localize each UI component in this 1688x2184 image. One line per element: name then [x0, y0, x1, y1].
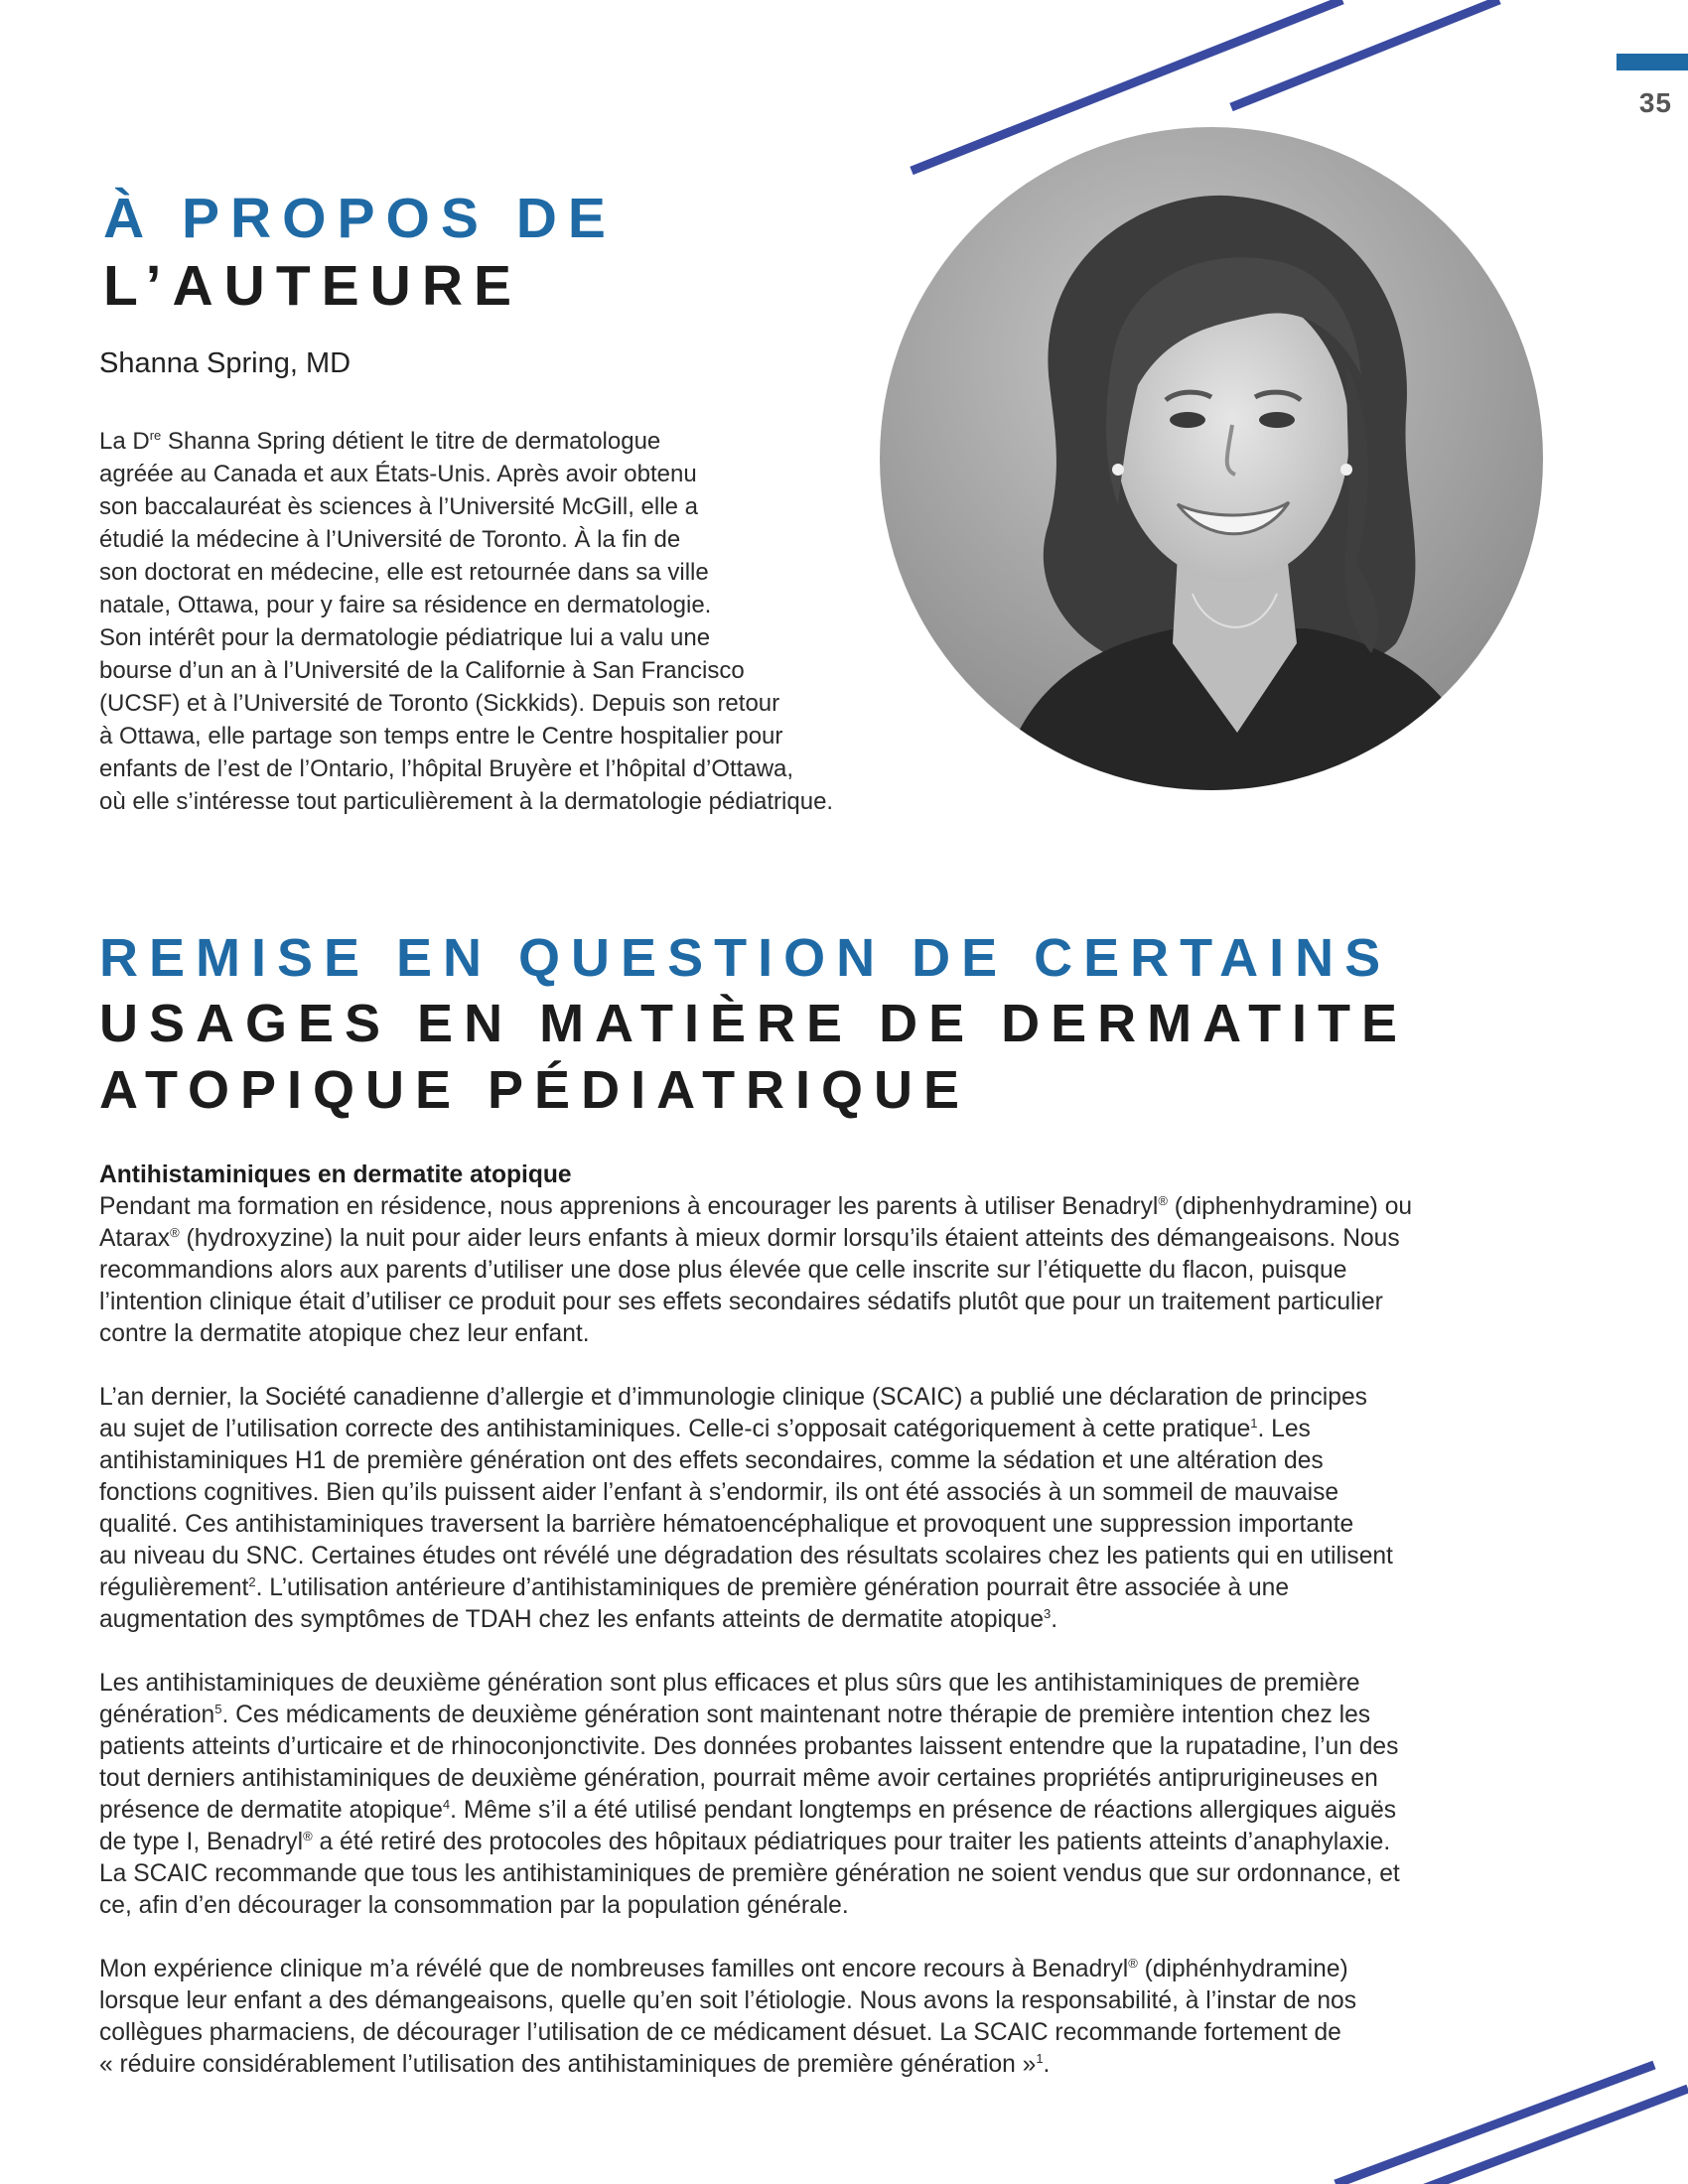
text-run: . Même s’il a été utilisé pendant longtemps en présence de réactions allergiques aiguës: [450, 1797, 1397, 1824]
text-run: fonctions cognitives. Bien qu’ils puissent aider l’enfant à s’endormir, ils ont été associés à un sommeil de mauvaise: [99, 1479, 1339, 1506]
author-photo: [880, 127, 1543, 790]
paragraph-line: [99, 1985, 1609, 2017]
bio-line: [99, 490, 993, 523]
text-run: (diphénhydramine): [1137, 1956, 1348, 1982]
text-run: a été retiré des protocoles des hôpitaux pédiatriques pour traiter les patients atteints d’anaphylaxie.: [312, 1829, 1391, 1855]
article-paragraph-3: [99, 1668, 1609, 1922]
superscript: 2: [248, 1573, 256, 1589]
paragraph-line: [99, 1445, 1609, 1477]
superscript: 1: [1036, 2050, 1044, 2066]
text-run: .: [1051, 1606, 1058, 1633]
text-run: l’intention clinique était d’utiliser ce produit pour ses effets secondaires sédatifs plutôt que pour un traitement particulier: [99, 1289, 1383, 1315]
article-paragraph-2: [99, 1382, 1609, 1636]
deco-line-top-2: [1231, 0, 1499, 107]
page-number-bar: [1617, 54, 1688, 70]
bio-line: [99, 589, 993, 621]
paragraph-line: [99, 1827, 1609, 1858]
paragraph-line: [99, 1382, 1609, 1414]
paragraph-line: [99, 1414, 1609, 1445]
paragraph-line: [99, 1572, 1609, 1604]
text-run: « réduire considérablement l’utilisation des antihistaminiques de première génération »: [99, 2051, 1037, 2078]
superscript: ®: [1158, 1192, 1168, 1208]
text-run: . L’utilisation antérieure d’antihistaminiques de première génération pourrait être associée à une: [255, 1574, 1290, 1601]
text-run: Son intérêt pour la dermatologie pédiatrique lui a valu une: [99, 624, 711, 651]
text-run: son doctorat en médecine, elle est retournée dans sa ville: [99, 559, 709, 586]
paragraph-line: [99, 1954, 1609, 1985]
superscript: ®: [170, 1224, 180, 1240]
text-run: (hydroxyzine) la nuit pour aider leurs enfants à mieux dormir lorsqu’ils étaient atteints des démangeaisons. Nous: [179, 1225, 1400, 1252]
text-run: Les antihistaminiques de deuxième génération sont plus efficaces et plus sûrs que les antihistaminiques de première: [99, 1670, 1360, 1697]
about-heading-line1: À PROPOS DE: [103, 187, 617, 250]
text-run: L’an dernier, la Société canadienne d’allergie et d’immunologie clinique (SCAIC) a publié une déclaration de principes: [99, 1384, 1367, 1411]
paragraph-line: [99, 1541, 1609, 1572]
paragraph-line: [99, 1604, 1609, 1636]
text-run: présence de dermatite atopique: [99, 1797, 443, 1824]
text-run: (diphenhydramine) ou: [1167, 1193, 1413, 1220]
paragraph-line: [99, 1287, 1609, 1318]
text-run: collègues pharmaciens, de décourager l’utilisation de ce médicament désuet. La SCAIC recommande fortement de: [99, 2019, 1341, 2046]
about-heading-line2: L’AUTEURE: [103, 254, 523, 318]
text-run: Pendant ma formation en résidence, nous apprenions à encourager les parents à utiliser Benadryl: [99, 1193, 1159, 1220]
author-name: Shanna Spring, MD: [99, 347, 352, 379]
superscript: 1: [1250, 1415, 1258, 1431]
text-run: son baccalauréat ès sciences à l’Université McGill, elle a: [99, 493, 698, 520]
text-run: au niveau du SNC. Certaines études ont révélé une dégradation des résultats scolaires chez les patients qui en utilisent: [99, 1543, 1393, 1570]
text-run: recommandions alors aux parents d’utiliser une dose plus élevée que celle inscrite sur l’étiquette du flacon, puisque: [99, 1257, 1347, 1284]
bio-line: [99, 752, 993, 785]
text-run: enfants de l’est de l’Ontario, l’hôpital Bruyère et l’hôpital d’Ottawa,: [99, 755, 794, 782]
paragraph-line: [99, 1795, 1609, 1827]
bio-line: [99, 621, 993, 654]
text-run: augmentation des symptômes de TDAH chez les enfants atteints de dermatite atopique: [99, 1606, 1045, 1633]
text-run: où elle s’intéresse tout particulièrement à la dermatologie pédiatrique.: [99, 788, 834, 815]
article-subheading: Antihistaminiques en dermatite atopique: [99, 1161, 572, 1188]
paragraph-line: [99, 1509, 1609, 1541]
paragraph-line: [99, 1255, 1609, 1287]
article-body: [99, 1160, 1609, 2113]
text-run: . Les: [1257, 1416, 1311, 1442]
text-run: Shanna Spring détient le titre de dermatologue: [161, 428, 661, 455]
article-title-line1: REMISE EN QUESTION DE CERTAINS: [99, 928, 1392, 988]
paragraph-line: [99, 1731, 1609, 1763]
bio-line: [99, 425, 993, 458]
text-run: à Ottawa, elle partage son temps entre le Centre hospitalier pour: [99, 723, 783, 750]
bio-line: [99, 523, 993, 556]
paragraph-line: [99, 1223, 1609, 1255]
paragraph-line: [99, 1668, 1609, 1700]
text-run: Atarax: [99, 1225, 171, 1252]
text-run: de type I, Benadryl: [99, 1829, 304, 1855]
text-run: natale, Ottawa, pour y faire sa résidence en dermatologie.: [99, 592, 712, 618]
text-run: (UCSF) et à l’Université de Toronto (Sickkids). Depuis son retour: [99, 690, 780, 717]
article-paragraphs: [99, 1191, 1609, 2081]
paragraph-line: [99, 1763, 1609, 1795]
superscript: 5: [214, 1701, 222, 1716]
bio-line: [99, 687, 993, 720]
paragraph-line: [99, 1477, 1609, 1509]
text-run: La D: [99, 428, 150, 455]
paragraph-line: [99, 1191, 1609, 1223]
text-run: La SCAIC recommande que tous les antihistaminiques de première génération ne soient vendus que sur ordonnance, et: [99, 1860, 1400, 1887]
text-run: tout derniers antihistaminiques de deuxième génération, pourrait même avoir certaines propriétés antiprurigineuses en: [99, 1765, 1378, 1792]
superscript: 4: [442, 1796, 451, 1812]
paragraph-line: [99, 2049, 1609, 2081]
paragraph-line: [99, 1858, 1609, 1890]
paragraph-line: [99, 1318, 1609, 1350]
paragraph-line: [99, 1700, 1609, 1731]
page-number: 35: [1638, 87, 1672, 118]
bio-line: [99, 720, 993, 752]
paragraph-line: [99, 2017, 1609, 2049]
author-bio: [99, 425, 993, 818]
article-paragraph-4: [99, 1954, 1609, 2081]
article-title-line3: ATOPIQUE PÉDIATRIQUE: [99, 1060, 971, 1120]
portrait-illustration: [880, 127, 1543, 790]
text-run: . Ces médicaments de deuxième génération sont maintenant notre thérapie de première intention chez les: [221, 1702, 1371, 1728]
bio-line: [99, 556, 993, 589]
superscript: ®: [1128, 1955, 1138, 1971]
paragraph-line: [99, 1890, 1609, 1922]
text-run: lorsque leur enfant a des démangeaisons, quelle qu’en soit l’étiologie. Nous avons la responsabilité, à l’instar de nos: [99, 1987, 1357, 2014]
text-run: ce, afin d’en décourager la consommation par la population générale.: [99, 1892, 849, 1919]
text-run: agréée au Canada et aux États-Unis. Après avoir obtenu: [99, 461, 697, 487]
bio-line: [99, 458, 993, 490]
text-run: patients atteints d’urticaire et de rhinoconjonctivite. Des données probantes laissent entendre que la rupatadine, l’un des: [99, 1733, 1399, 1760]
text-run: bourse d’un an à l’Université de la Californie à San Francisco: [99, 657, 745, 684]
text-run: Mon expérience clinique m’a révélé que de nombreuses familles ont encore recours à Benadryl: [99, 1956, 1129, 1982]
text-run: qualité. Ces antihistaminiques traversent la barrière hématoencéphalique et provoquent une suppression importante: [99, 1511, 1354, 1538]
text-run: au sujet de l’utilisation correcte des antihistaminiques. Celle-ci s’opposait catégoriquement à cette pratique: [99, 1416, 1251, 1442]
text-run: .: [1043, 2051, 1051, 2078]
superscript: 3: [1044, 1605, 1052, 1621]
article-title-line2: USAGES EN MATIÈRE DE DERMATITE: [99, 994, 1409, 1053]
superscript: re: [149, 428, 162, 443]
superscript: ®: [303, 1828, 313, 1843]
bio-line: [99, 785, 993, 818]
text-run: régulièrement: [99, 1574, 249, 1601]
bio-line: [99, 654, 993, 687]
text-run: génération: [99, 1702, 215, 1728]
text-run: antihistaminiques H1 de première génération ont des effets secondaires, comme la sédation et une altération des: [99, 1447, 1324, 1474]
article-paragraph-1: [99, 1191, 1609, 1350]
text-run: étudié la médecine à l’Université de Toronto. À la fin de: [99, 526, 681, 553]
text-run: contre la dermatite atopique chez leur enfant.: [99, 1320, 590, 1347]
